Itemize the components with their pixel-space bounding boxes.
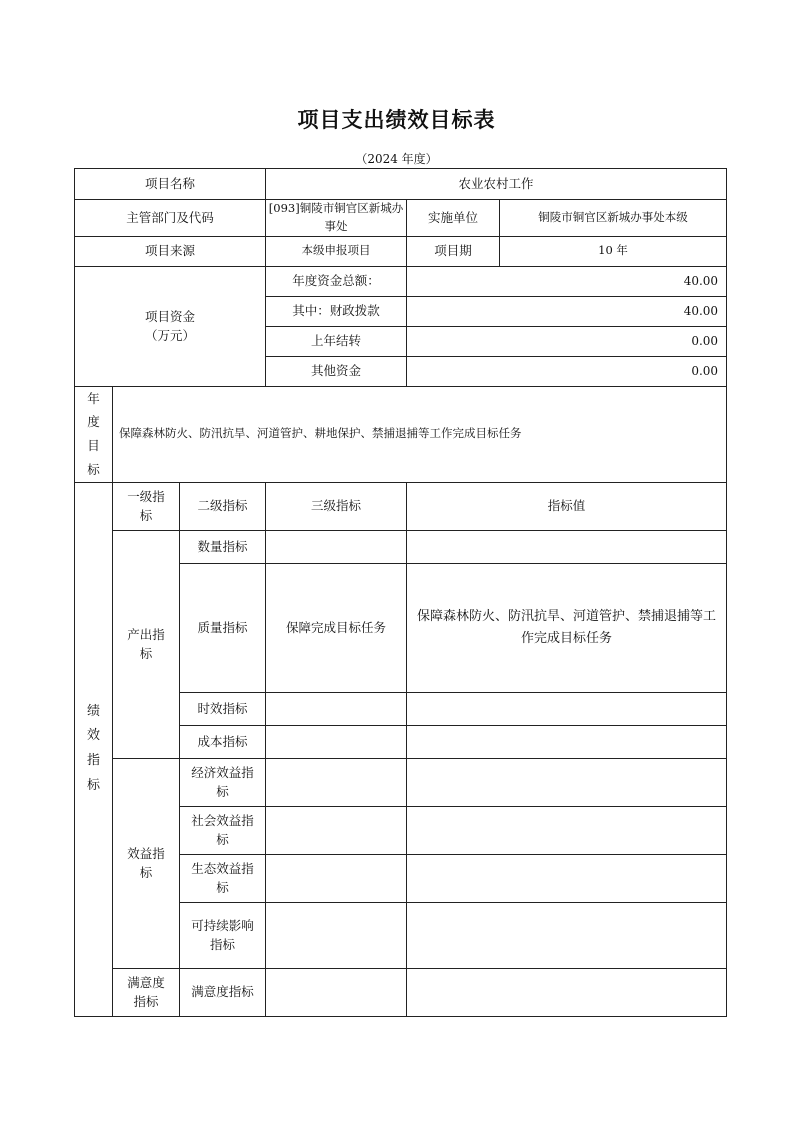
satisfaction-indicator: 满意度指标 [180,968,266,1016]
annual-goal-text: 保障森林防火、防汛抗旱、河道管护、耕地保护、禁捕退捕等工作完成目标任务 [113,386,727,482]
project-funds-title: 项目资金 [145,308,196,324]
performance-label-char: 指 [86,753,100,769]
performance-target-table [74,168,727,1017]
funds-carryover-value: 0.00 [407,326,727,356]
quantity-row [75,530,727,563]
year-subtitle: （2024 年度） [355,152,438,166]
performance-label-char: 效 [86,728,100,744]
header-level1: 一级指标 [113,482,180,530]
quality-indicator: 质量指标 [180,563,266,692]
funds-carryover-label: 上年结转 [266,326,407,356]
timeliness-indicator: 时效指标 [180,692,266,725]
quantity-indicator: 数量指标 [180,530,266,563]
performance-label-char: 标 [86,777,100,793]
timeliness-level3 [266,692,407,725]
ecological-value [407,854,727,902]
annual-goal-label-char: 年 [87,390,100,406]
department-value: [093]铜陵市铜官区新城办事处 [266,200,407,237]
funds-total-value: 40.00 [407,266,727,296]
sustainable-indicator: 可持续影响指标 [180,902,266,968]
header-level2: 二级指标 [180,482,266,530]
department-label: 主管部门及代码 [75,200,266,237]
performance-label-char: 绩 [86,703,100,719]
quantity-level3 [266,530,407,563]
quality-level3: 保障完成目标任务 [266,563,407,692]
annual-goal-label-char: 标 [87,461,100,477]
annual-goal-label-char: 度 [87,414,100,430]
header-level3: 三级指标 [266,482,407,530]
social-value [407,806,727,854]
satisfaction-level3 [266,968,407,1016]
social-indicator: 社会效益指标 [180,806,266,854]
source-row [75,236,727,266]
implementing-unit-value: 铜陵市铜官区新城办事处本级 [500,200,727,237]
timeliness-value [407,692,727,725]
funds-total-row [75,266,727,296]
satisfaction-indicators-label: 满意度指标 [113,968,180,1016]
quantity-value [407,530,727,563]
project-period-value: 10 年 [500,236,727,266]
output-indicators-label: 产出指标 [113,530,180,758]
funds-total-label: 年度资金总额： [266,266,407,296]
implementing-unit-label: 实施单位 [407,200,500,237]
sustainable-level3 [266,902,407,968]
ecological-indicator: 生态效益指标 [180,854,266,902]
satisfaction-row [75,968,727,1016]
funds-other-value: 0.00 [407,356,727,386]
project-source-label: 项目来源 [75,236,266,266]
project-period-label: 项目期 [407,236,500,266]
department-row [75,200,727,237]
cost-value [407,725,727,758]
annual-goal-label-char: 目 [87,438,100,454]
cost-indicator: 成本指标 [180,725,266,758]
project-funds-unit: （万元） [145,328,196,344]
economic-row [75,758,727,806]
project-name-value: 农业农村工作 [266,169,727,200]
ecological-level3 [266,854,407,902]
sustainable-value [407,902,727,968]
economic-value [407,758,727,806]
performance-indicators-label [75,482,113,1016]
economic-level3 [266,758,407,806]
project-funds-label [75,266,266,386]
project-source-value: 本级申报项目 [266,236,407,266]
indicator-header-row [75,482,727,530]
annual-goal-row [75,386,727,482]
header-value: 指标值 [407,482,727,530]
quality-value: 保障森林防火、防汛抗旱、河道管护、禁捕退捕等工作完成目标任务 [407,563,727,692]
funds-other-label: 其他资金 [266,356,407,386]
funds-fiscal-label: 其中：财政拨款 [266,296,407,326]
satisfaction-value [407,968,727,1016]
project-name-row [75,169,727,200]
benefit-indicators-label: 效益指标 [113,758,180,968]
funds-fiscal-value: 40.00 [407,296,727,326]
cost-level3 [266,725,407,758]
project-name-label: 项目名称 [75,169,266,200]
social-level3 [266,806,407,854]
annual-goal-label [75,386,113,482]
page-title: 项目支出绩效目标表 [297,107,496,132]
economic-indicator: 经济效益指标 [180,758,266,806]
